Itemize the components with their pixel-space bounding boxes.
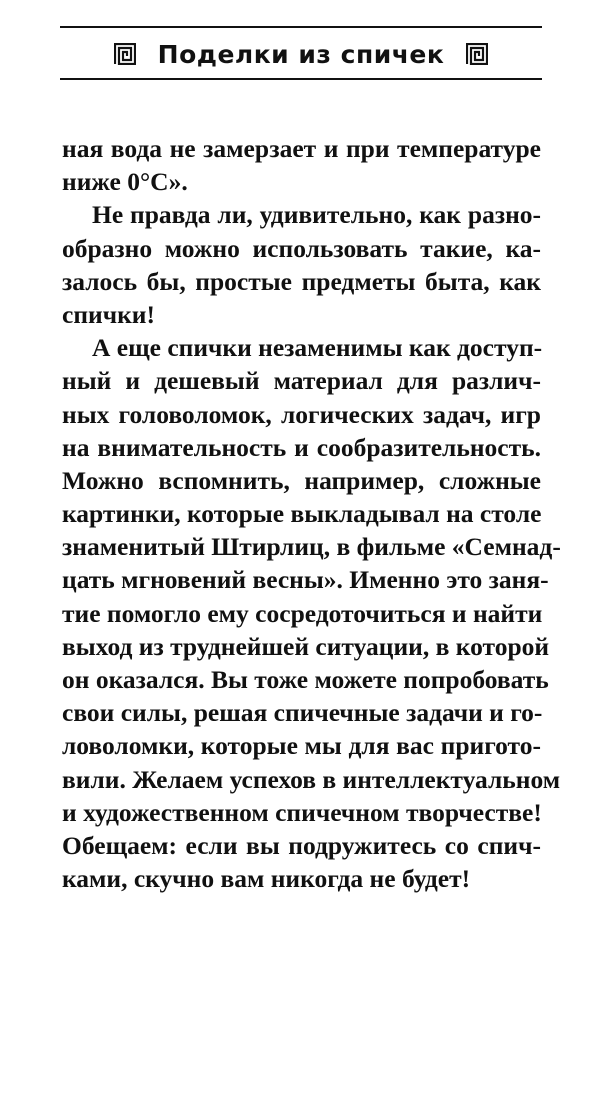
text-line: ный и дешевый материал для различ- <box>62 366 541 396</box>
text-line: цать мгновений весны». Именно это заня- <box>62 565 549 595</box>
greek-meander-icon <box>114 43 136 65</box>
text-line: спички! <box>62 299 155 329</box>
text-line: выход из труднейшей ситуации, в которой <box>62 631 550 661</box>
text-line: свои силы, решая спичечные задачи и го- <box>62 698 543 728</box>
text-line: на внимательность и сообразительность. <box>62 432 541 462</box>
text-line: тие помогло ему сосредоточиться и найти <box>62 598 543 628</box>
text-line: он оказался. Вы тоже можете попробовать <box>62 665 549 694</box>
header-rule-bottom <box>60 78 542 80</box>
text-line: Можно вспомнить, например, сложные <box>62 465 541 495</box>
text-line: ками, скучно вам никогда не будет! <box>62 864 471 894</box>
greek-meander-icon <box>466 43 488 65</box>
text-line: знаменитый Штирлиц, в фильме «Семнад- <box>62 532 561 562</box>
text-line: картинки, которые выкладывал на столе <box>62 499 542 529</box>
running-header <box>60 36 542 72</box>
text-line: ниже 0°С». <box>62 167 188 197</box>
text-line: Не правда ли, удивительно, как разно- <box>92 200 541 230</box>
text-line: ных головоломок, логических задач, игр <box>62 399 541 429</box>
text-line: и художественном спичечном творчестве! <box>62 797 542 827</box>
header-rule-top <box>60 26 542 28</box>
text-line: ная вода не замерзает и при температуре <box>62 134 541 163</box>
page-body-text <box>62 132 561 895</box>
text-line: ловоломки, которые мы для вас пригото- <box>62 731 541 761</box>
text-line: Обещаем: если вы подружитесь со спич- <box>62 830 541 860</box>
text-line: вили. Желаем успехов в интеллектуальном <box>62 764 561 794</box>
text-line: А еще спички незаменимы как доступ- <box>92 333 543 363</box>
text-line: залось бы, простые предметы быта, как <box>62 266 541 296</box>
header-title: Поделки из спичек <box>157 39 445 69</box>
text-line: образно можно использовать такие, ка- <box>62 233 541 263</box>
